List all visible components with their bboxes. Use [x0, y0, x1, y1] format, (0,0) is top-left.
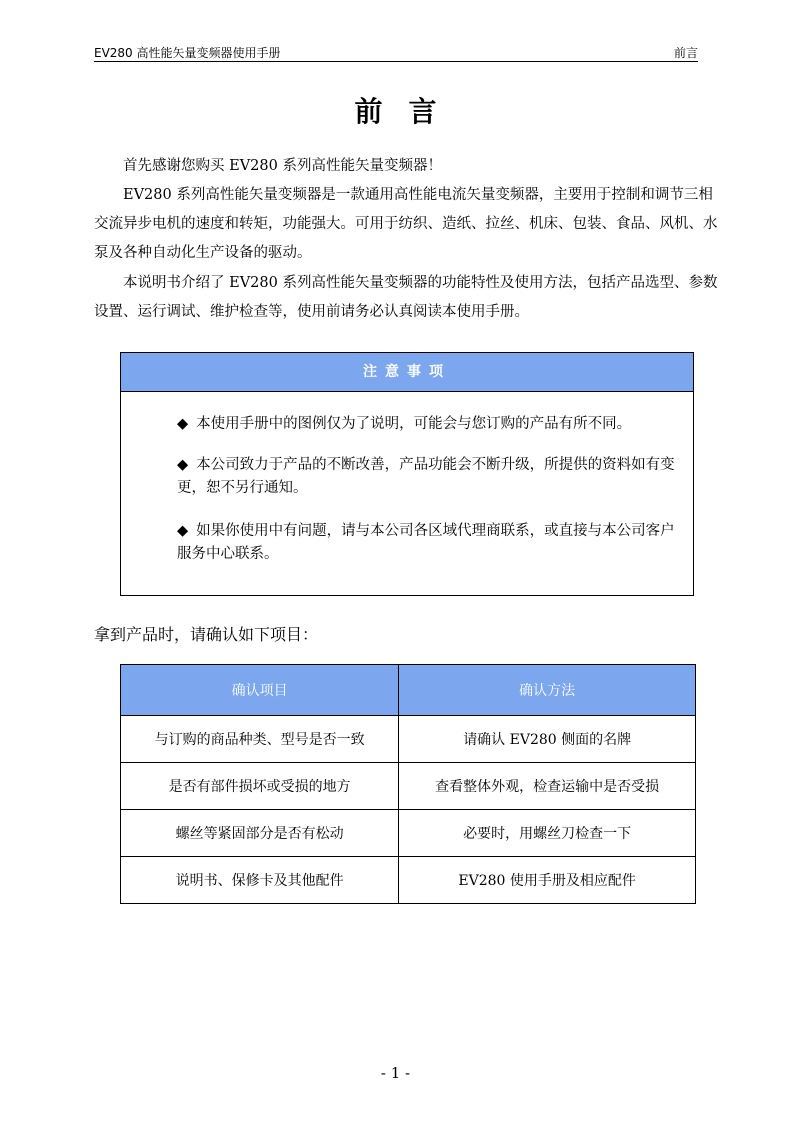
- notice-item-text: 如果你使用中有问题，请与本公司各区域代理商联系，或直接与本公司客户服务中心联系。: [177, 523, 675, 562]
- diamond-bullet-icon: ◆: [177, 523, 189, 539]
- notice-item: [177, 454, 677, 500]
- page-number: - 1 -: [380, 1064, 411, 1082]
- table-header-row: [121, 665, 696, 716]
- table-cell: 必要时，用螺丝刀检查一下: [399, 810, 696, 857]
- page-header: [94, 44, 698, 62]
- notice-item: [177, 413, 677, 436]
- notice-heading: 注意事项: [121, 353, 693, 392]
- intro-paragraph-3: 本说明书介绍了 EV280 系列高性能矢量变频器的功能特性及使用方法，包括产品选型、参数设置、运行调试、维护检查等，使用前请务必认真阅读本使用手册。: [94, 275, 718, 320]
- table-cell: 是否有部件损坏或受损的地方: [121, 763, 399, 810]
- confirm-table: [120, 664, 696, 904]
- notice-item-text: 本使用手册中的图例仅为了说明，可能会与您订购的产品有所不同。: [196, 416, 632, 432]
- table-row: [121, 763, 696, 810]
- notice-item: [177, 520, 677, 566]
- confirm-label: 拿到产品时，请确认如下项目：: [94, 625, 319, 644]
- notice-box: [120, 352, 694, 596]
- table-cell: 说明书、保修卡及其他配件: [121, 857, 399, 904]
- column-header-method: 确认方法: [399, 665, 696, 716]
- page-title: 前言: [354, 95, 463, 128]
- column-header-item: 确认项目: [121, 665, 399, 716]
- table-cell: 与订购的商品种类、型号是否一致: [121, 716, 399, 763]
- table-cell: 请确认 EV280 侧面的名牌: [399, 716, 696, 763]
- table-cell: EV280 使用手册及相应配件: [399, 857, 696, 904]
- table-row: [121, 716, 696, 763]
- header-manual-title: EV280 高性能矢量变频器使用手册: [94, 46, 281, 60]
- table-cell: 查看整体外观，检查运输中是否受损: [399, 763, 696, 810]
- diamond-bullet-icon: ◆: [177, 416, 189, 432]
- intro-paragraph-2: EV280 系列高性能矢量变频器是一款通用高性能电流矢量变频器，主要用于控制和调节三相交流异步电机的速度和转矩，功能强大。可用于纺织、造纸、拉丝、机床、包装、食品、风机、水泵及各种自动化生产设备的驱动。: [94, 187, 718, 261]
- intro-paragraph-1: 首先感谢您购买 EV280 系列高性能矢量变频器！: [123, 158, 442, 174]
- table-row: [121, 810, 696, 857]
- table-cell: 螺丝等紧固部分是否有松动: [121, 810, 399, 857]
- notice-item-text: 本公司致力于产品的不断改善，产品功能会不断升级，所提供的资料如有变更，恕不另行通知。: [177, 457, 675, 496]
- table-row: [121, 857, 696, 904]
- header-section-title: 前言: [673, 46, 698, 60]
- diamond-bullet-icon: ◆: [177, 457, 189, 473]
